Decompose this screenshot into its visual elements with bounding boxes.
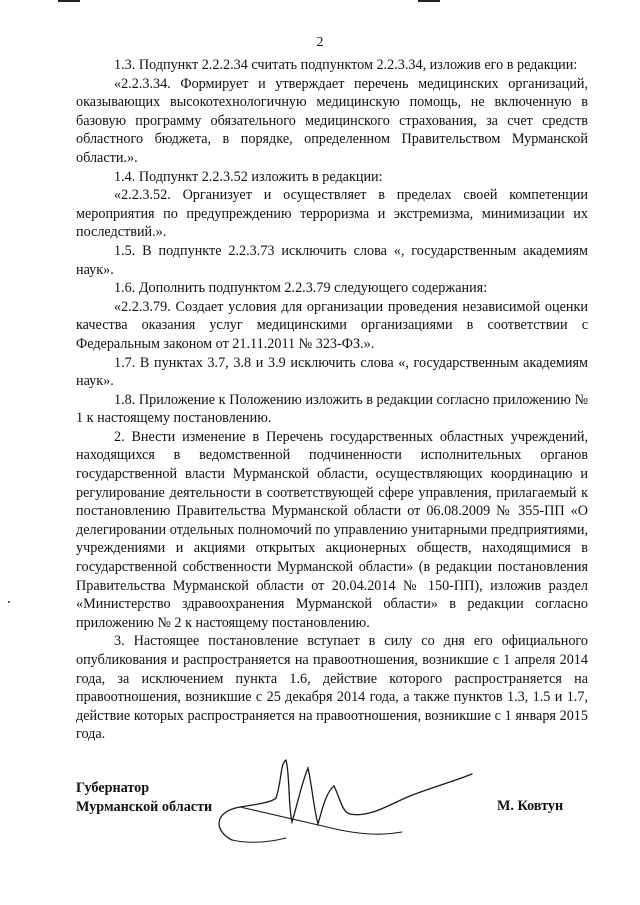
paragraph-3: 3. Настоящее постановление вступает в силу со дня его официального опубликования и распространяется на правоотношения, возникшие с 1 апреля 2014 года, за исключением пункта 1.6, действие которого распространяется на правоотношения, возникшие с 25 декабря 2014 года, а также пунктов 1.3, 1.5 и 1.7, действие которых распространяется на правоотношения, возникшие с 1 января 2015 года. — [76, 633, 588, 743]
signatory-name: М. Ковтун — [497, 798, 564, 814]
paragraph-2: 2. Внести изменение в Перечень государственных областных учреждений, находящихся в ведомственной подчиненности исполнительных органов государственной власти Мурманской области, осуществляющих координацию и регулирование деятельности в соответствующей сфере управления, прилагаемый к постановлению Правительства Мурманской области от 06.08.2009 № 355-ПП «О делегировании отдельных полномочий по управлению унитарными предприятиями, учреждениями и акциями открытых акционерных обществ, находящимися в государственной собственности Мурманской области» (в редакции постановления Правительства Мурманской области от 20.04.2014 № 150-ПП), изложив раздел «Министерство здравоохранения Мурманской области» в редакции согласно приложению № 2 к настоящему постановлению. — [76, 428, 588, 631]
paragraph-1-4: 1.4. Подпункт 2.2.3.52 изложить в редакции: — [114, 168, 383, 185]
top-edge-mark-left — [58, 0, 80, 2]
top-edge-mark-right — [418, 0, 440, 2]
paragraph-1-3: 1.3. Подпункт 2.2.2.34 считать подпунктом 2.2.3.34, изложив его в редакции: — [114, 57, 578, 73]
paragraph-quote-2-2-3-79: «2.2.3.79. Создает условия для организации проведения независимой оценки качества оказания услуг медицинскими организациями в соответствии с Федеральным законом от 21.11.2011 № 323-ФЗ.». — [76, 298, 588, 352]
signatory-title — [76, 779, 212, 816]
handwritten-signature — [210, 752, 480, 847]
page-number: 2 — [316, 35, 324, 50]
signatory-title-line-2: Мурманской области — [76, 798, 213, 815]
paragraph-1-8: 1.8. Приложение к Положению изложить в редакции согласно приложению № 1 к настоящему постановлению. — [76, 391, 588, 427]
scan-speck — [8, 601, 10, 603]
paragraph-quote-2-2-3-52: «2.2.3.52. Организует и осуществляет в пределах своей компетенции мероприятия по предупреждению терроризма и экстремизма, минимизации их последствий.». — [76, 187, 588, 241]
paragraph-quote-2-2-3-34: «2.2.3.34. Формирует и утверждает перечень медицинских организаций, оказывающих высокотехнологичную медицинскую помощь, не включенную в базовую программу обязательного медицинского страхования, за счет средств областного бюджета, в порядке, определенном Правительством Мурманской области.». — [76, 75, 588, 166]
paragraph-1-6: 1.6. Дополнить подпунктом 2.2.3.79 следующего содержания: — [114, 280, 488, 297]
signatory-title-line-1: Губернатор — [76, 780, 150, 796]
paragraph-1-7: 1.7. В пунктах 3.7, 3.8 и 3.9 исключить слова «, государственным академиям наук». — [76, 354, 588, 390]
document-body — [76, 56, 588, 744]
paragraph-1-5: 1.5. В подпункте 2.2.3.73 исключить слова «, государственным академиям наук». — [76, 242, 588, 278]
